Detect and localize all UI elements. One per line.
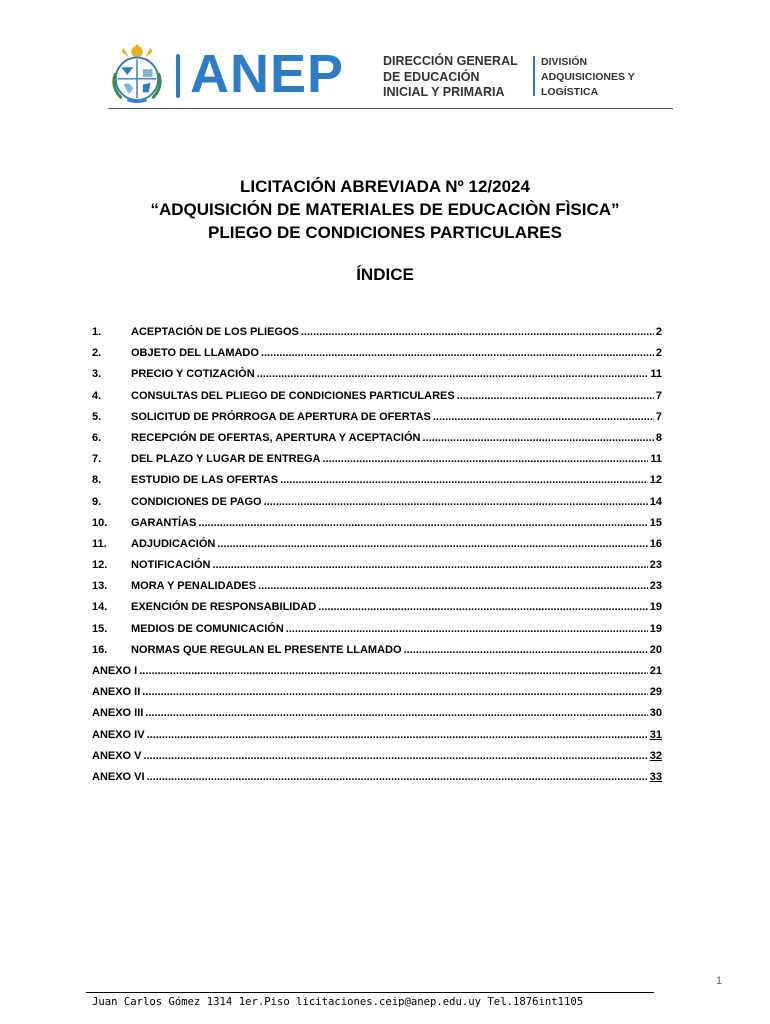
toc-number: 3.	[92, 368, 102, 381]
toc-label[interactable]: GARANTÍAS	[131, 516, 197, 529]
toc-entry[interactable]	[92, 580, 662, 601]
toc-entry[interactable]	[92, 496, 662, 517]
toc-label[interactable]: MORA Y PENALIDADES	[131, 580, 257, 593]
toc-number: 7.	[92, 453, 102, 466]
toc-number: 10.	[92, 516, 108, 529]
toc-label[interactable]: EXENCIÓN DE RESPONSABILIDAD	[131, 601, 317, 614]
toc-page[interactable]: 21	[649, 665, 662, 677]
toc-entry[interactable]	[92, 665, 662, 686]
toc-leader-dots	[212, 559, 647, 571]
toc-number: 16.	[92, 643, 108, 656]
toc-leader-dots	[286, 623, 648, 635]
header-divider	[533, 56, 535, 96]
direccion-line: DIRECCIÓN GENERAL	[383, 54, 518, 68]
toc-entry[interactable]	[92, 750, 662, 771]
toc-entry[interactable]	[92, 686, 662, 707]
toc-number: 5.	[92, 410, 102, 423]
uruguay-coat-of-arms-icon	[108, 44, 166, 104]
letterhead	[108, 40, 673, 110]
toc-page[interactable]: 23	[649, 580, 662, 593]
brand-bar	[176, 54, 180, 98]
toc-number: 13.	[92, 580, 108, 593]
toc-label[interactable]: NORMAS QUE REGULAN EL PRESENTE LLAMADO	[131, 643, 402, 656]
toc-leader-dots	[433, 411, 654, 423]
toc-page[interactable]: 30	[649, 707, 662, 720]
toc-label[interactable]: DEL PLAZO Y LUGAR DE ENTREGA	[131, 453, 321, 466]
toc-leader-dots	[322, 453, 648, 465]
toc-entry[interactable]	[92, 729, 662, 750]
direccion-line: DE EDUCACIÓN	[383, 69, 480, 84]
title-line-1: LICITACIÓN ABREVIADA Nº 12/2024	[240, 177, 530, 196]
toc-leader-dots	[258, 580, 648, 592]
toc-label[interactable]: ACEPTACIÓN DE LOS PLIEGOS	[131, 326, 299, 338]
toc-page[interactable]: 29	[649, 686, 662, 699]
toc-page[interactable]: 11	[650, 453, 662, 466]
toc-label[interactable]: ADJUDICACIÓN	[131, 537, 216, 550]
title-line-2: “ADQUISICIÓN DE MATERIALES DE EDUCACIÒN FÌSICA”	[150, 200, 620, 219]
toc-entry[interactable]	[92, 390, 662, 411]
toc-page[interactable]: 19	[649, 622, 662, 635]
toc-page[interactable]: 7	[655, 410, 662, 423]
toc-leader-dots	[147, 729, 648, 741]
toc-label[interactable]: SOLICITUD DE PRÓRROGA DE APERTURA DE OFERTAS	[131, 410, 431, 423]
toc-number: 8.	[92, 474, 102, 487]
toc-page[interactable]: 8	[655, 431, 662, 444]
toc-label[interactable]: CONDICIONES DE PAGO	[131, 495, 262, 508]
anep-logo: ANEP	[190, 44, 345, 104]
toc-leader-dots	[301, 326, 654, 338]
toc-entry[interactable]	[92, 559, 662, 580]
toc-number: 1.	[92, 326, 102, 338]
toc-label[interactable]: MEDIOS DE COMUNICACIÓN	[131, 622, 284, 635]
toc-entry[interactable]	[92, 538, 662, 559]
toc-page[interactable]: 7	[655, 389, 662, 402]
division-line: LOGÍSTICA	[541, 86, 599, 98]
toc-page[interactable]: 33	[649, 770, 662, 783]
toc-leader-dots	[142, 686, 647, 698]
toc-label[interactable]: NOTIFICACIÓN	[131, 559, 211, 572]
toc-page[interactable]: 12	[649, 474, 662, 487]
direccion-general	[383, 54, 518, 101]
toc-label[interactable]: ANEXO I	[92, 665, 138, 677]
toc-leader-dots	[264, 496, 648, 508]
table-of-contents	[92, 326, 662, 792]
toc-label[interactable]: CONSULTAS DEL PLIEGO DE CONDICIONES PARTICULARES	[131, 389, 455, 402]
toc-label[interactable]: ANEXO IV	[92, 728, 145, 741]
toc-leader-dots	[145, 707, 647, 719]
toc-page[interactable]: 19	[649, 601, 662, 614]
toc-leader-dots	[198, 517, 647, 529]
toc-label[interactable]: ANEXO III	[92, 707, 144, 720]
toc-entry[interactable]	[92, 601, 662, 622]
toc-page[interactable]: 23	[649, 559, 662, 572]
direccion-line: INICIAL Y PRIMARIA	[383, 85, 505, 99]
toc-label[interactable]: OBJETO DEL LLAMADO	[131, 347, 259, 360]
toc-number: 11.	[92, 537, 107, 550]
toc-entry[interactable]	[92, 326, 662, 347]
toc-entry[interactable]	[92, 517, 662, 538]
toc-entry[interactable]	[92, 368, 662, 389]
toc-entry[interactable]	[92, 623, 662, 644]
toc-leader-dots	[318, 601, 648, 613]
toc-leader-dots	[217, 538, 647, 550]
footer-rule	[86, 992, 654, 993]
toc-number: 15.	[92, 622, 108, 635]
index-heading: ÍNDICE	[356, 265, 414, 284]
toc-leader-dots	[404, 644, 648, 656]
toc-number: 4.	[92, 389, 102, 402]
toc-entry[interactable]	[92, 644, 662, 665]
toc-number: 6.	[92, 431, 102, 444]
toc-page[interactable]: 20	[649, 643, 662, 656]
division-line: DIVISIÓN	[541, 56, 588, 68]
toc-number: 14.	[92, 601, 108, 614]
toc-label[interactable]: RECEPCIÓN DE OFERTAS, APERTURA Y ACEPTACIÓN	[131, 431, 421, 444]
toc-label[interactable]: ANEXO II	[92, 686, 141, 699]
page-number: 1	[716, 975, 723, 987]
toc-leader-dots	[457, 390, 654, 402]
toc-entry[interactable]	[92, 707, 662, 728]
toc-page[interactable]: 14	[649, 495, 662, 508]
toc-leader-dots	[280, 474, 648, 486]
toc-number: 2.	[92, 347, 102, 360]
title-line-3: PLIEGO DE CONDICIONES PARTICULARES	[208, 223, 562, 242]
footer-contact: Juan Carlos Gómez 1314 1er.Piso licitaciones.ceip@anep.edu.uy Tel.1876int1105	[92, 996, 584, 1008]
toc-leader-dots	[261, 347, 654, 359]
division-line: ADQUISICIONES Y	[541, 71, 635, 83]
document-title	[0, 175, 770, 244]
toc-leader-dots	[423, 432, 654, 444]
division-name	[541, 55, 635, 100]
toc-label[interactable]: ANEXO V	[92, 749, 142, 762]
toc-number: 9.	[92, 495, 102, 508]
toc-page[interactable]: 11	[650, 368, 662, 381]
toc-page[interactable]: 15	[649, 516, 662, 529]
toc-entry[interactable]	[92, 347, 662, 368]
toc-entry[interactable]	[92, 411, 662, 432]
toc-page[interactable]: 32	[649, 749, 662, 762]
toc-entry[interactable]	[92, 432, 662, 453]
toc-page[interactable]: 2	[655, 326, 662, 338]
header-rule	[108, 108, 673, 109]
toc-label[interactable]: ESTUDIO DE LAS OFERTAS	[131, 474, 279, 487]
toc-page[interactable]: 31	[649, 728, 662, 741]
toc-page[interactable]: 2	[655, 347, 662, 360]
toc-entry[interactable]	[92, 453, 662, 474]
toc-leader-dots	[139, 665, 648, 677]
toc-page[interactable]: 16	[649, 537, 662, 550]
toc-entry[interactable]	[92, 474, 662, 495]
toc-leader-dots	[257, 368, 649, 380]
toc-number: 12.	[92, 559, 108, 572]
toc-label[interactable]: PRECIO Y COTIZACIÒN	[131, 368, 255, 381]
toc-leader-dots	[147, 771, 648, 783]
toc-entry[interactable]	[92, 771, 662, 792]
toc-leader-dots	[144, 750, 648, 762]
toc-label[interactable]: ANEXO VI	[92, 770, 145, 783]
